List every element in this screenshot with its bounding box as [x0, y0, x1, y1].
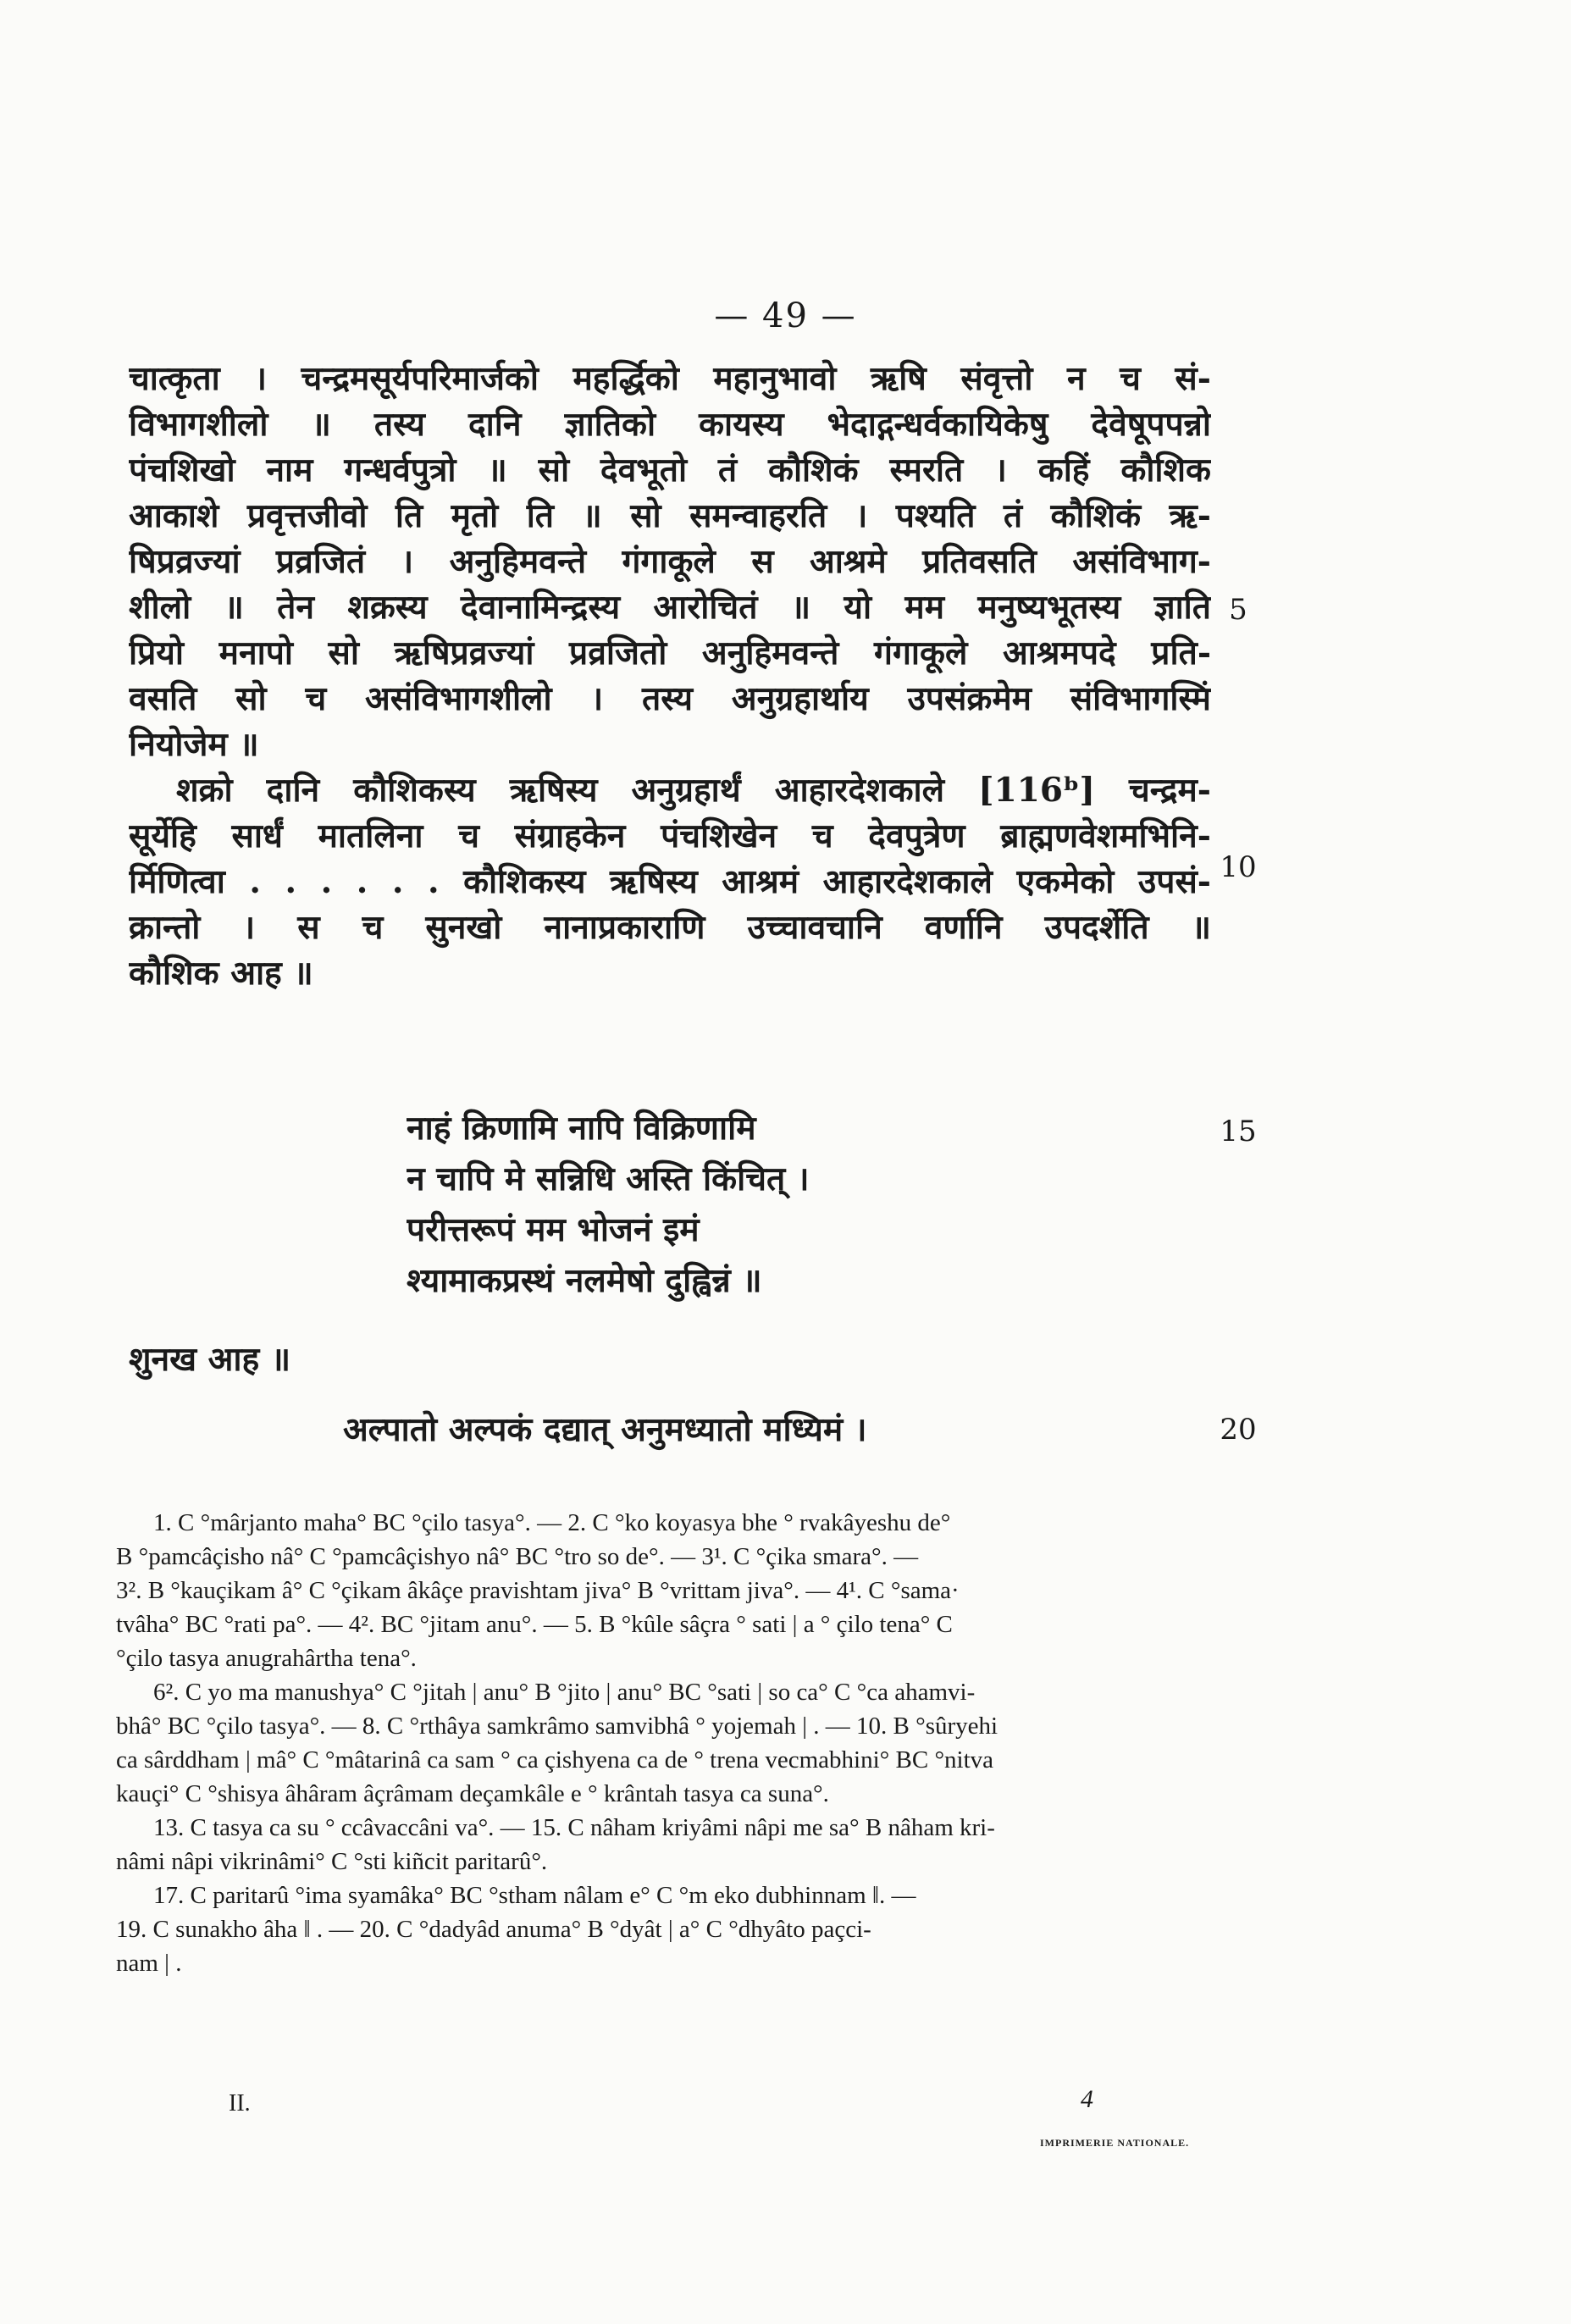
line-number: 5 [1229, 593, 1247, 627]
line-number: 15 [1220, 1115, 1257, 1148]
text-line: क्रान्तो । स च सुनखो नानाप्रकाराणि उच्चावचानि वर्णानि उपदर्शेति ॥ [129, 908, 1211, 947]
footnote-line: bhâ° BC °çilo tasya°. — 8. C °rthâya samkrâmo samvibhâ ° yojemah | . — 10. B °sûryehi [116, 1713, 998, 1740]
text-line: सूर्येहि सार्धं मातलिना च संग्राहकेन पंचशिखेन च देवपुत्रेण ब्राह्मणवेशमभिनि- [129, 816, 1211, 855]
line-number: 10 [1220, 850, 1257, 884]
text-line: विभागशीलो ॥ तस्य दानि ज्ञातिको कायस्य भेदाद्गन्धर्वकायिकेषु देवेषूपपन्नो [129, 405, 1211, 444]
main-text [129, 356, 1211, 996]
footnote-line: tvâha° BC °rati pa°. — 4². BC °jitam anu°. — 5. B °kûle sâçra ° sati | a ° çilo tena° C [116, 1611, 953, 1638]
signature-mark: II. [229, 2090, 251, 2116]
text-line: प्रियो मनापो सो ऋषिप्रव्रज्यां प्रव्रजितो अनुहिमवन्ते गंगाकूले आश्रमपदे प्रति- [129, 634, 1211, 672]
line-number: 20 [1220, 1413, 1257, 1447]
verse-line: नाहं क्रिणामि नापि विक्रिणामि [407, 1109, 756, 1148]
footnote-line: 3². B °kauçikam â° C °çikam âkâçe pravishtam jiva° B °vrittam jiva°. — 4¹. C °sama· [116, 1577, 960, 1604]
text-line: नियोजेम ॥ [129, 725, 259, 764]
sheet-number: 4 [1081, 2085, 1093, 2113]
text-line: पंचशिखो नाम गन्धर्वपुत्रो ॥ सो देवभूतो तं कौशिकं स्मरति । कहिं कौशिक [129, 451, 1211, 490]
text-line: शुनख आह ॥ [129, 1340, 291, 1379]
footnote-line: 17. C paritarû °ima syamâka° BC °stham nâlam e° C °m eko dubhinnam ‖. — [153, 1882, 916, 1909]
page-number: — 49 — [714, 296, 857, 335]
text-line: चात्कृता । चन्द्रमसूर्यपरिमार्जको महर्द्धिको महानुभावो ऋषि संवृत्तो न च सं- [129, 359, 1211, 398]
verse-block [407, 1103, 1101, 1306]
footnote-line: nam | . [116, 1950, 182, 1977]
text-line: आकाशे प्रवृत्तजीवो ति मृतो ति ॥ सो समन्वाहरति । पश्यति तं कौशिकं ऋ- [129, 496, 1211, 535]
verse-line: श्यामाकप्रस्थं नलमेषो दुह्विन्नं ॥ [407, 1261, 762, 1300]
text-line: कौशिक आह ॥ [129, 954, 313, 993]
text-line: वसति सो च असंविभागशीलो । तस्य अनुग्रहार्थाय उपसंक्रमेम संविभागस्मिं [129, 679, 1211, 718]
text-line: षिप्रव्रज्यां प्रव्रजितं । अनुहिमवन्ते गंगाकूले स आश्रमे प्रतिवसति असंविभाग- [129, 542, 1211, 581]
text-line: शीलो ॥ तेन शक्रस्य देवानामिन्द्रस्य आरोचितं ॥ यो मम मनुष्यभूतस्य ज्ञाति [129, 588, 1211, 627]
footnote-line: B °pamcâçisho nâ° C °pamcâçishyo nâ° BC °tro so de°. — 3¹. C °çika smara°. — [116, 1543, 919, 1570]
footnote-line: 6². C yo ma manushya° C °jitah | anu° B °jito | anu° BC °sati | so ca° C °ca ahamvi- [153, 1679, 976, 1706]
imprint: IMPRIMERIE NATIONALE. [1040, 2137, 1190, 2149]
verse-line: परीत्तरूपं मम भोजनं इमं [407, 1210, 700, 1249]
verse-line: अल्पातो अल्पकं दद्यात् अनुमध्यातो मध्यिमं । [343, 1410, 867, 1449]
footnote-line: ca sârddham | mâ° C °mâtarinâ ca sam ° ca çishyena ca de ° trena vecmabhini° BC °nitva [116, 1746, 994, 1773]
footnote-line: 19. C sunakho âha ‖ . — 20. C °dadyâd anuma° B °dyât | a° C °dhyâto paçci- [116, 1916, 871, 1943]
footnote-line: nâmi nâpi vikrinâmi° C °sti kiñcit paritarû°. [116, 1848, 548, 1875]
footnote-line: 13. C tasya ca su ° ccâvaccâni va°. — 15. C nâham kriyâmi nâpi me sa° B nâham kri- [153, 1814, 995, 1841]
footnote-line: 1. C °mârjanto maha° BC °çilo tasya°. — 2. C °ko koyasya bhe ° rvakâyeshu de° [153, 1509, 951, 1536]
verse-line: न चापि मे सन्निधि अस्ति किंचित् । [407, 1159, 810, 1198]
speaker-line [129, 1336, 891, 1382]
text-line: शक्रो दानि कौशिकस्य ऋषिस्य अनुग्रहार्थं आहारदेशकाले [116ᵇ] चन्द्रम- [176, 771, 1211, 810]
text-line: र्मिणित्वा . . . . . . कौशिकस्य ऋषिस्य आश्रमं आहारदेशकाले एकमेको उपसं- [129, 862, 1211, 901]
verse-block [343, 1404, 1190, 1455]
footnote-line: °çilo tasya anugrahârtha tena°. [116, 1645, 417, 1672]
footnote-line: kauçi° C °shisya âhâram âçrâmam deçamkâle e ° krântah tasya ca suna°. [116, 1780, 829, 1807]
footnotes [116, 1506, 1217, 1980]
